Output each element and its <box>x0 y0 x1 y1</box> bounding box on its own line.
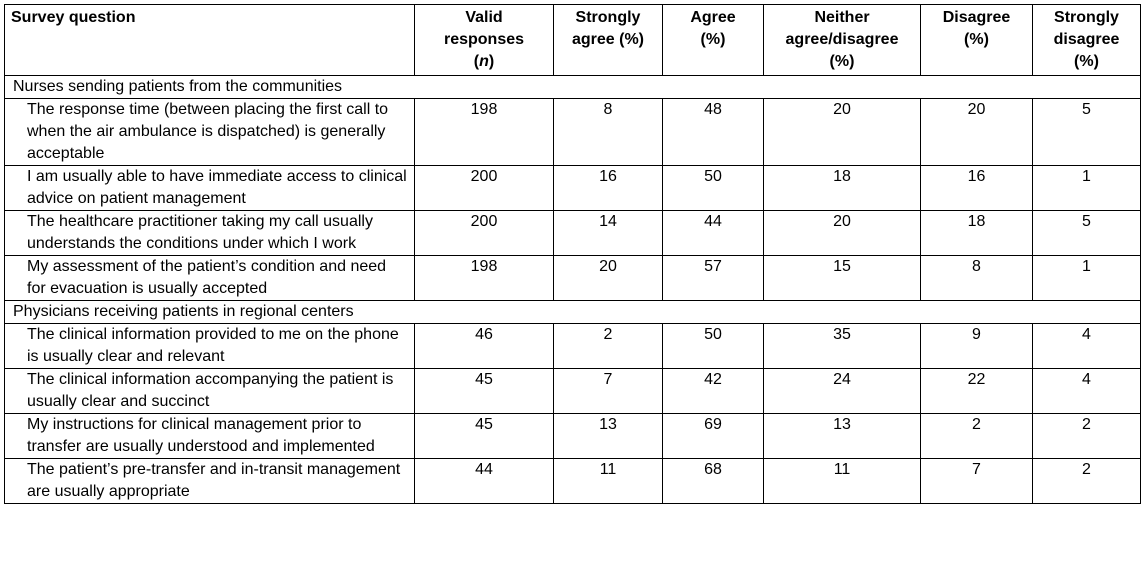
header-agree-line-1: Agree <box>690 9 736 26</box>
agree-cell: 69 <box>663 414 764 459</box>
header-agree-line-2: (%) <box>700 31 726 48</box>
table-row <box>5 414 1141 459</box>
header-valid-line-2: responses <box>443 31 525 48</box>
section-title: Physicians receiving patients in regional centers <box>5 301 1141 324</box>
strongly-agree-cell: 13 <box>554 414 663 459</box>
strongly-agree-cell: 14 <box>554 211 663 256</box>
strongly-disagree-cell: 4 <box>1033 369 1141 414</box>
header-survey-question: Survey question <box>5 5 415 76</box>
question-cell: The patient’s pre-transfer and in-transit management are usually appropriate <box>5 459 415 504</box>
header-neither <box>764 5 921 76</box>
header-neither-line-2: agree/disagree <box>785 31 899 48</box>
strongly-agree-cell: 20 <box>554 256 663 301</box>
header-valid-line-3: (n) <box>473 53 495 70</box>
valid-cell: 198 <box>415 256 554 301</box>
disagree-cell: 7 <box>921 459 1033 504</box>
question-cell: I am usually able to have immediate access to clinical advice on patient management <box>5 166 415 211</box>
valid-cell: 46 <box>415 324 554 369</box>
agree-cell: 50 <box>663 166 764 211</box>
disagree-cell: 22 <box>921 369 1033 414</box>
header-valid-responses <box>415 5 554 76</box>
neither-cell: 18 <box>764 166 921 211</box>
header-neither-line-1: Neither <box>814 9 870 26</box>
neither-cell: 13 <box>764 414 921 459</box>
valid-cell: 200 <box>415 211 554 256</box>
valid-cell: 200 <box>415 166 554 211</box>
question-cell: The healthcare practitioner taking my call usually understands the conditions under which I work <box>5 211 415 256</box>
header-agree <box>663 5 764 76</box>
header-valid-line-1: Valid <box>465 9 503 26</box>
header-disagree-line-1: Disagree <box>942 9 1011 26</box>
question-cell: My assessment of the patient’s condition and need for evacuation is usually accepted <box>5 256 415 301</box>
table-row <box>5 211 1141 256</box>
agree-cell: 57 <box>663 256 764 301</box>
disagree-cell: 20 <box>921 99 1033 166</box>
agree-cell: 42 <box>663 369 764 414</box>
strongly-disagree-cell: 1 <box>1033 256 1141 301</box>
strongly-agree-cell: 11 <box>554 459 663 504</box>
strongly-disagree-cell: 1 <box>1033 166 1141 211</box>
table-row <box>5 369 1141 414</box>
agree-cell: 48 <box>663 99 764 166</box>
valid-cell: 44 <box>415 459 554 504</box>
strongly-agree-cell: 16 <box>554 166 663 211</box>
section-title: Nurses sending patients from the communities <box>5 76 1141 99</box>
disagree-cell: 2 <box>921 414 1033 459</box>
agree-cell: 44 <box>663 211 764 256</box>
neither-cell: 20 <box>764 211 921 256</box>
disagree-cell: 16 <box>921 166 1033 211</box>
survey-table <box>4 4 1141 504</box>
question-cell: My instructions for clinical management prior to transfer are usually understood and implemented <box>5 414 415 459</box>
neither-cell: 20 <box>764 99 921 166</box>
header-strongly-disagree <box>1033 5 1141 76</box>
header-sd-line-2: disagree <box>1053 31 1120 48</box>
valid-cell: 198 <box>415 99 554 166</box>
strongly-disagree-cell: 5 <box>1033 211 1141 256</box>
agree-cell: 50 <box>663 324 764 369</box>
header-disagree <box>921 5 1033 76</box>
disagree-cell: 9 <box>921 324 1033 369</box>
strongly-disagree-cell: 4 <box>1033 324 1141 369</box>
strongly-disagree-cell: 2 <box>1033 414 1141 459</box>
valid-cell: 45 <box>415 369 554 414</box>
valid-cell: 45 <box>415 414 554 459</box>
header-row <box>5 5 1141 76</box>
strongly-disagree-cell: 5 <box>1033 99 1141 166</box>
header-sd-line-1: Strongly <box>1054 9 1119 26</box>
header-neither-line-3: (%) <box>829 53 855 70</box>
question-cell: The clinical information provided to me on the phone is usually clear and relevant <box>5 324 415 369</box>
table-row <box>5 324 1141 369</box>
disagree-cell: 18 <box>921 211 1033 256</box>
agree-cell: 68 <box>663 459 764 504</box>
header-sd-line-3: (%) <box>1074 53 1099 70</box>
strongly-agree-cell: 7 <box>554 369 663 414</box>
header-strongly-agree <box>554 5 663 76</box>
neither-cell: 15 <box>764 256 921 301</box>
question-cell: The clinical information accompanying the patient is usually clear and succinct <box>5 369 415 414</box>
section-row-nurses <box>5 76 1141 99</box>
strongly-agree-cell: 8 <box>554 99 663 166</box>
neither-cell: 24 <box>764 369 921 414</box>
disagree-cell: 8 <box>921 256 1033 301</box>
neither-cell: 35 <box>764 324 921 369</box>
strongly-agree-cell: 2 <box>554 324 663 369</box>
table-row <box>5 166 1141 211</box>
table-row <box>5 99 1141 166</box>
neither-cell: 11 <box>764 459 921 504</box>
header-disagree-line-2: (%) <box>964 31 989 48</box>
question-cell: The response time (between placing the first call to when the air ambulance is dispatched) is generally acceptable <box>5 99 415 166</box>
strongly-disagree-cell: 2 <box>1033 459 1141 504</box>
header-sa-line-1: Strongly <box>575 9 641 26</box>
table-row <box>5 256 1141 301</box>
header-sa-line-2: agree (%) <box>571 31 645 48</box>
header-valid-n: n <box>479 53 489 70</box>
section-row-physicians <box>5 301 1141 324</box>
table-row <box>5 459 1141 504</box>
